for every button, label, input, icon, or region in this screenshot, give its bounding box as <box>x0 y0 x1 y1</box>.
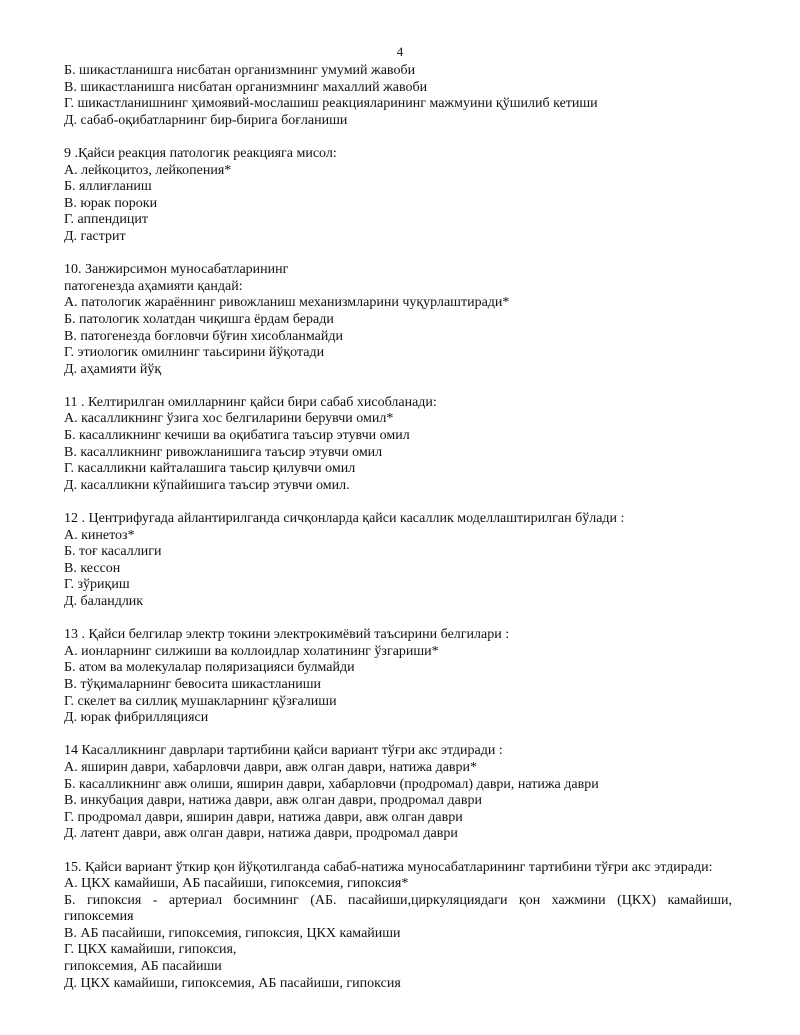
answer-option: Г. шикастланишнинг ҳимоявий-мослашиш реакцияларининг мажмуини қўшилиб кетиши <box>64 96 598 112</box>
question-15 <box>64 860 732 993</box>
answer-option: Д. латент даври, авж олган даври, натижа даври, продромал даври <box>64 826 458 842</box>
answer-option: В. АБ пасайиши, гипоксемия, гипоксия, ЦКХ камайиши <box>64 925 401 941</box>
answer-option: Г. касалликни кайталашига таьсир қилувчи омил <box>64 461 356 477</box>
question-13 <box>64 627 732 727</box>
answer-option: Г. скелет ва силлиқ мушакларнинг қўзғалиши <box>64 693 337 709</box>
question-text: 11 . Келтирилган омилларнинг қайси бири сабаб хисобланади: <box>64 394 437 410</box>
question-9 <box>64 146 732 246</box>
answer-option: А. яширин даври, хабарловчи даври, авж олган даври, натижа даври* <box>64 759 478 775</box>
answer-option-continued: гипоксемия, АБ пасайиши <box>64 959 222 975</box>
question-11 <box>64 395 732 495</box>
question-10 <box>64 262 732 378</box>
answer-option: Б. касалликнинг авж олиши, яширин даври, хабарловчи (продромал) даври, натижа даври <box>64 776 599 792</box>
answer-option: А. лейкоцитоз, лейкопения* <box>64 162 232 178</box>
answer-option: В. тўқималарнинг бевосита шикастланиши <box>64 676 322 692</box>
answer-option: Д. баландлик <box>64 594 144 609</box>
answer-option: Б. тоғ касаллиги <box>64 544 162 560</box>
answer-option: А. кинетоз* <box>64 527 135 543</box>
answer-option: Б. шикастланишга нисбатан организмнинг умумий жавоби <box>64 63 416 78</box>
question-8-continued <box>64 63 732 129</box>
answer-option: Г. ЦКХ камайиши, гипоксия, <box>64 942 237 958</box>
document-body <box>64 63 732 1009</box>
answer-option: Г. аппендицит <box>64 212 148 228</box>
answer-option: В. шикастланишга нисбатан организмнинг махаллий жавоби <box>64 79 428 95</box>
answer-option: Г. зўриқиш <box>64 577 130 593</box>
answer-option: Г. этиологик омилнинг таьсирини йўқотади <box>64 345 325 361</box>
answer-option: Д. касалликни кўпайишига таъсир этувчи омил. <box>64 477 350 493</box>
answer-option: В. юрак пороки <box>64 195 158 211</box>
page-number: 4 <box>396 44 404 59</box>
answer-option: В. патогенезда боғловчи бўғин хисобланмайди <box>64 328 343 344</box>
answer-option: Д. гастрит <box>64 228 126 244</box>
answer-option: Д. аҳамияти йўқ <box>64 361 162 377</box>
answer-option: Д. ЦКХ камайиши, гипоксемия, АБ пасайиши, гипоксия <box>64 975 401 991</box>
answer-option: Б. касалликнинг кечиши ва оқибатига таъсир этувчи омил <box>64 428 410 444</box>
answer-option-continued: гипоксемия <box>64 909 134 925</box>
question-text: патогенезда аҳамияти қандай: <box>64 278 243 294</box>
answer-option: Б. атом ва молекулалар поляризацияси булмайди <box>64 660 355 676</box>
answer-option: В. кессон <box>64 560 121 576</box>
answer-option: Д. юрак фибрилляцияси <box>64 710 209 726</box>
question-text: 15. Қайси вариант ўткир қон йўқотилганда сабаб-натижа муносабатларининг тартибини тўғри акс этдиради: <box>64 859 713 875</box>
answer-option: Б. гипоксия - артериал босимнинг (АБ. пасайиши,циркуляциядаги қон хажмини (ЦКХ) камайиши, <box>64 892 732 908</box>
answer-option: Г. продромал даври, яширин даври, натижа даври, авж олган даври <box>64 809 463 825</box>
answer-option: А. касалликнинг ўзига хос белгиларини берувчи омил* <box>64 411 394 427</box>
answer-option: Б. яллиғланиш <box>64 179 152 195</box>
answer-option: В. касалликнинг ривожланишига таъсир этувчи омил <box>64 444 383 460</box>
question-14 <box>64 743 732 843</box>
answer-option: В. инкубация даври, натижа даври, авж олган даври, продромал даври <box>64 793 482 809</box>
question-text: 13 . Қайси белгилар электр токини электрокимёвий таъсирини белгилари : <box>64 627 510 643</box>
answer-option: А. патологик жараённинг ривожланиш механизмларини чуқурлаштиради* <box>64 295 510 311</box>
question-12 <box>64 511 732 611</box>
answer-option: Д. сабаб-оқибатларнинг бир-бирига боғланиши <box>64 112 348 128</box>
answer-option: А. ионларнинг силжиши ва коллоидлар холатининг ўзгариши* <box>64 643 439 659</box>
question-text: 10. Занжирсимон муносабатларининг <box>64 262 289 278</box>
question-text: 14 Касалликнинг даврлари тартибини қайси вариант тўғри акс этдиради : <box>64 743 503 759</box>
question-text: 9 .Қайси реакция патологик реакцияга мисол: <box>64 145 337 161</box>
answer-option: Б. патологик холатдан чиқишга ёрдам беради <box>64 311 334 327</box>
answer-option: А. ЦКХ камайиши, АБ пасайиши, гипоксемия, гипоксия* <box>64 876 409 892</box>
question-text: 12 . Центрифугада айлантирилганда сичқонларда қайси касаллик моделлаштирилган бўлади : <box>64 511 625 527</box>
